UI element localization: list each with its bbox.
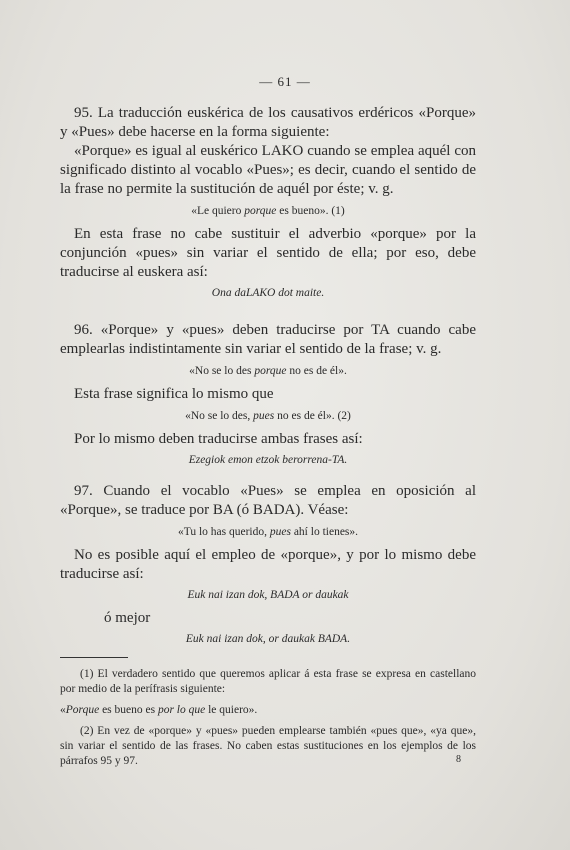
paragraph-97-translate: No es posible aquí el empleo de «porque», y por lo mismo debe traducirse así: <box>60 547 476 582</box>
footnote-1-example: «Porque es bueno es por lo que le quiero». <box>60 704 258 716</box>
paragraph-96-heading: 96. «Porque» y «pues» deben traducirse por TA cuando cabe emplearlas indistintamente sin variar el sentido de la frase; v. g. <box>60 322 476 357</box>
basque-translation-bada-1: Euk nai izan dok, BADA or daukak <box>187 589 349 601</box>
paragraph-95-explanation: En esta frase no cabe sustituir el adverbio «porque» por la conjunción «pues» sin variar el sentido de ella; por eso, debe traducirse al euskera así: <box>60 226 476 280</box>
label-o-mejor: ó mejor <box>104 610 151 626</box>
basque-translation-ta: Ezegiok emon etzok berorrena-TA. <box>188 454 348 466</box>
footnotes <box>60 667 476 769</box>
footnote-1: (1) El verdadero sentido que queremos aplicar á esta frase se expresa en castellano por medio de la perífrasis siguiente: <box>60 668 476 695</box>
basque-translation-lako: Ona daLAKO dot maite. <box>211 287 325 299</box>
paragraph-95-heading: 95. La traducción euskérica de los causativos erdéricos «Porque» y «Pues» debe hacerse en la forma siguiente: <box>60 105 476 140</box>
paragraph-96-same-meaning: Esta frase significa lo mismo que <box>74 386 274 402</box>
example-tu-lo-has-querido: «Tu lo has querido, pues ahí lo tienes». <box>177 526 359 538</box>
paragraph-95-porque: «Porque» es igual al euskérico LAKO cuando se emplea aquél con significado distinto al vocablo «Pues»; es decir, cuando el sentido de la frase no permite la sustitución de aquél por éste; v. g. <box>60 143 476 197</box>
footnote-divider <box>60 657 128 658</box>
page-body <box>60 104 476 769</box>
basque-translation-bada-2: Euk nai izan dok, or daukak BADA. <box>185 633 351 645</box>
paragraph-97-heading: 97. Cuando el vocablo «Pues» se emplea en oposición al «Porque», se traduce por BA (ó BADA). Véase: <box>60 483 476 518</box>
page-number: — 61 — <box>259 74 311 89</box>
example-no-se-lo-des-porque: «No se lo des porque no es de él». <box>189 365 347 377</box>
footnote-2: (2) En vez de «porque» y «pues» pueden emplearse también «pues que», «ya que», sin variar el sentido de las frases. No caben estas sustituciones en los ejemplos de los párrafos 95 y 97. <box>60 725 476 767</box>
example-no-se-lo-des-pues: «No se lo des, pues no es de él». (2) <box>185 410 351 422</box>
example-le-quiero: «Le quiero porque es bueno». (1) <box>191 205 345 217</box>
signature-mark: 8 <box>456 754 461 765</box>
paragraph-96-translate: Por lo mismo deben traducirse ambas frases así: <box>74 431 363 447</box>
